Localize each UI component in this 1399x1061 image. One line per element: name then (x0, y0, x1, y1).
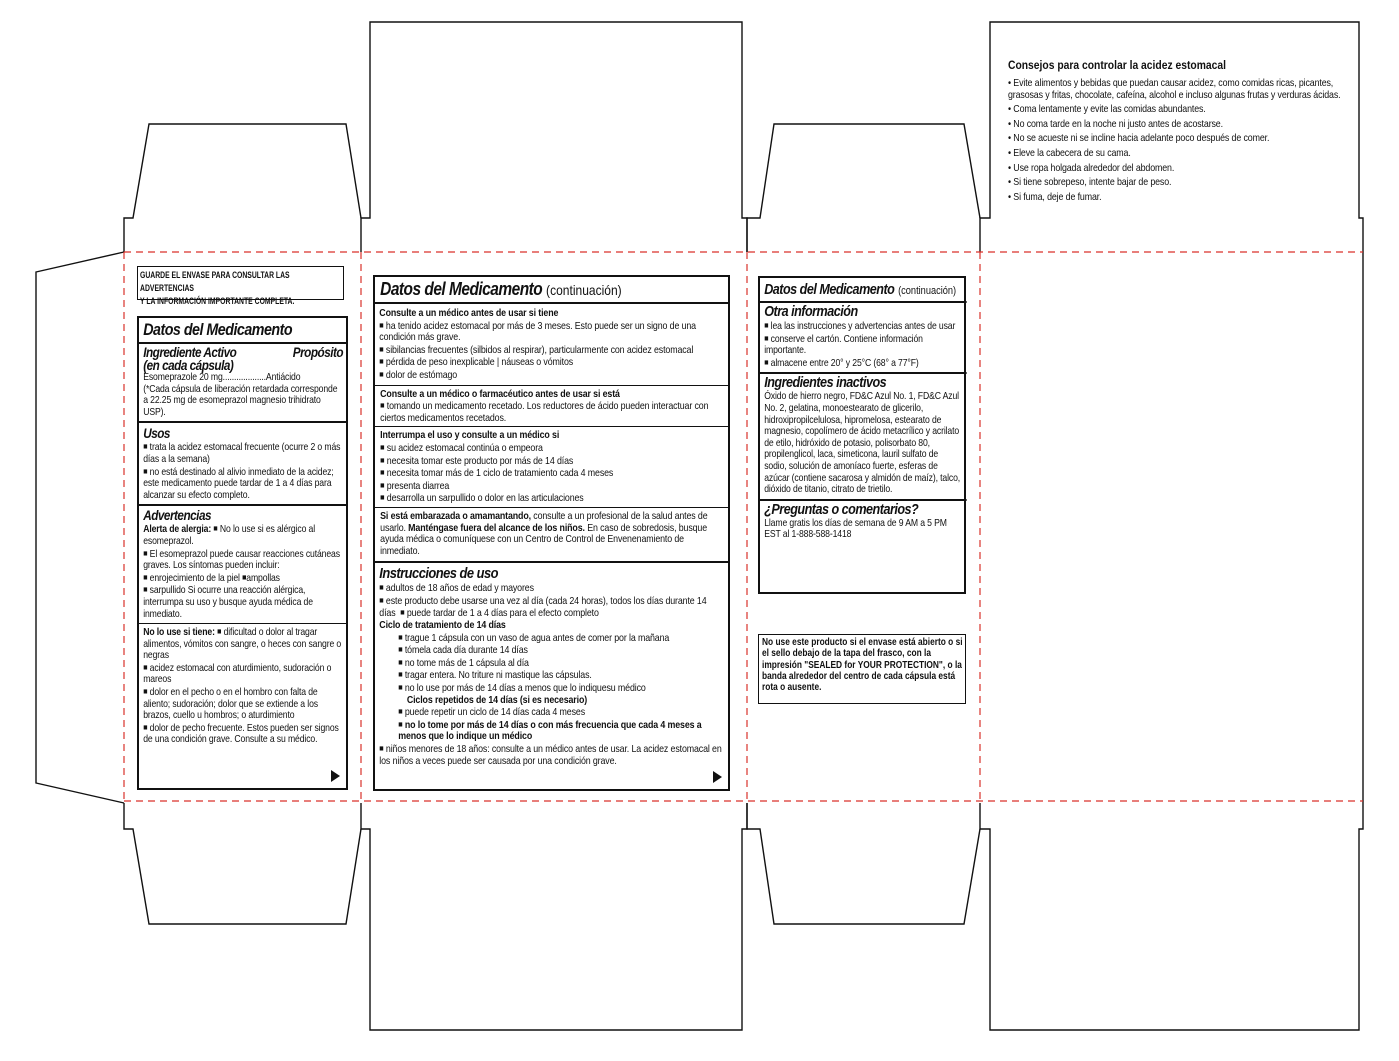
do-not-use-item: ■ dolor en el pecho o en el hombro con falta de aliento; sudoración; dolor que se extiende a los brazos, cuello u hombros; o aturdimiento (143, 686, 318, 722)
repeat-cycle-item: ■ no lo tome por más de 14 días o con más frecuencia que cada 4 meses a menos que lo indique un médico (398, 718, 702, 743)
other-info-item: ■ lea las instrucciones y advertencias antes de usar (764, 320, 956, 332)
heartburn-tips (1008, 58, 1348, 228)
panel3-title: Datos del Medicamento (continuación) (764, 281, 957, 298)
drug-facts-panel-1 (137, 316, 348, 790)
tips-title: Consejos para controlar la acidez estomacal (1008, 58, 1226, 72)
active-ingredient-line: Esomeprazole 20 mg...................Antiácido (143, 372, 301, 383)
keep-carton-line-2: Y LA INFORMACIÓN IMPORTANTE COMPLETA. (140, 296, 295, 307)
ask-doctor-item: ■ sibilancias frecuentes (silbidos al respirar), particularmente con acidez estomacal (379, 343, 694, 356)
tips-item: • Use ropa holgada alrededor del abdomen. (1008, 162, 1175, 174)
keep-carton-box (137, 266, 344, 307)
tips-item: • Eleve la cabecera de su cama. (1008, 147, 1131, 159)
tips-item: • Evite alimentos y bebidas que puedan causar acidez, como comidas ricas, picantes, grasosas y fritas, chocolate, cafeína, alcohol e incluso algunas frutas y verduras ácidas. (1008, 78, 1341, 101)
cycle-item: ■ no tome más de 1 cápsula al día (398, 656, 529, 669)
other-info-item: ■ conserve el cartón. Contiene información importante. (764, 332, 923, 357)
tuck-flap-bottom-4 (980, 803, 1363, 1030)
ask-doctor-item: ■ pérdida de peso inexplicable | náuseas o vómitos (379, 356, 574, 369)
cycle-heading: Ciclo de tratamiento de 14 días (379, 620, 506, 632)
cycle-item: ■ tómela cada día durante 14 días (398, 644, 528, 657)
drug-facts-panel-3 (758, 276, 966, 594)
dust-flap-bottom-1 (124, 803, 361, 924)
uses-heading: Usos (143, 425, 170, 442)
uses-item: ■ trata la acidez estomacal frecuente (ocurre 2 o más días a la semana) (143, 441, 341, 465)
directions-item: ■ este producto debe usarse una vez al día (cada 24 horas), todos los días durante 14 días ■ puede tardar de 1 a 4 días para el efecto completo (379, 594, 707, 620)
ask-doctor-item: ■ ha tenido acidez estomacal por más de 3 meses. Esto puede ser un signo de una condición más grave. (379, 319, 696, 344)
dust-flap-top-1 (124, 124, 361, 252)
inactive-ingredients-heading: Ingredientes inactivos (764, 374, 887, 392)
allergy-alert: Alerta de alergia: ■ No lo use si es alérgico al esomeprazol. (143, 523, 316, 547)
ask-doctor-item: ■ dolor de estómago (379, 368, 458, 381)
purpose-heading: Propósito (292, 344, 344, 360)
inactive-ingredients-text: Óxido de hierro negro, FD&C Azul No. 1, FD&C Azul No. 2, gelatina, monoestearato de glicerilo, hidroxipropilcelulosa, hipromelosa, estearato de magnesio, copolímero de ácido metacrílico y acrilato de etilo, hidróxido de potasio, polisorbato 80, propilenglicol, laca, simeticona, lauril sulfato de sodio, solución de amoníaco fuerte, esferas de azúcar (contiene sacarosa y almidón de maíz), talco, dióxido de titanio, citrato de trietilo. (764, 391, 961, 496)
do-not-use-item: ■ acidez estomacal con aturdimiento, sudoración o mareos (143, 661, 332, 686)
skin-reaction-warning: ■ El esomeprazol puede causar reacciones cutáneas graves. Los síntomas pueden incluir: (143, 547, 340, 572)
tips-item: • Coma lentamente y evite las comidas abundantes. (1008, 104, 1206, 116)
questions-heading: ¿Preguntas o comentarios? (764, 500, 919, 518)
ask-pharmacist-heading: Consulte a un médico o farmacéutico antes de usar si está (380, 388, 620, 400)
ask-pharmacist-item: ■ tomando un medicamento recetado. Los reductores de ácido pueden interactuar con ciertos medicamentos recetados. (380, 400, 709, 424)
children-note: ■ niños menores de 18 años: consulte a un médico antes de usar. La acidez estomacal en los niños a veces puede ser causada por una condición grave. (379, 743, 722, 767)
stop-use-item: ■ desarrolla un sarpullido o dolor en las articulaciones (380, 492, 584, 505)
active-ingredient-heading: Ingrediente Activo (143, 344, 237, 360)
uses-item: ■ no está destinado al alivio inmediato de la acidez; este medicamento puede tardar de 1 a 4 días para alcanzar su efecto completo. (143, 465, 334, 501)
directions-item: ■ adultos de 18 años de edad y mayores (379, 582, 534, 595)
stop-use-item: ■ necesita tomar más de 1 ciclo de tratamiento cada 4 meses (380, 467, 614, 480)
tips-item: • No coma tarde en la noche ni justo antes de acostarse. (1008, 118, 1223, 130)
tips-item: • Si tiene sobrepeso, intente bajar de peso. (1008, 177, 1172, 189)
cycle-item: ■ no lo use por más de 14 días a menos que lo indiquesu médico (398, 682, 646, 695)
active-subheading: (en cada cápsula) (143, 357, 234, 373)
tamper-warning-text: No use este producto si el envase está abierto o si el sello debajo de la tapa del frasco, con la impresión "SEALED for YOUR PROTECTION", o la banda alrededor del centro de cada cápsula está rota o ausente. (762, 637, 963, 694)
glue-flap (36, 252, 124, 803)
cycle-item: ■ trague 1 cápsula con un vaso de agua antes de comer por la mañana (398, 631, 670, 644)
panel2-title: Datos del Medicamento (continuación) (380, 279, 622, 299)
panel1-title: Datos del Medicamento (143, 320, 293, 339)
skin-rash-warning: ■ sarpullido Si ocurre una reacción alérgica, interrumpa su uso y busque ayuda médica de inmediato. (143, 584, 313, 620)
skin-symptoms: ■ enrojecimiento de la piel ■ampollas (143, 571, 280, 584)
other-info-heading: Otra información (764, 303, 858, 320)
do-not-use-item: No lo use si tiene: ■ dificultad o dolor al tragar alimentos, vómitos con sangre, o heces con sangre o negras (143, 626, 342, 662)
stop-use-heading: Interrumpa el uso y consulte a un médico si (380, 430, 560, 442)
repeat-cycle-item: ■ puede repetir un ciclo de 14 días cada 4 meses (398, 706, 586, 719)
cycle-item: ■ tragar entera. No triture ni mastique las cápsulas. (398, 669, 592, 682)
pregnancy-warning: Si está embarazada o amamantando, consulte a un profesional de la salud antes de usarlo. Manténgase fuera del alcance de los niños. En caso de sobredosis, busque ayuda médica o comuníquese con un Centro de Control de Envenenamiento de inmediato. (380, 510, 708, 557)
dust-flap-bottom-3 (747, 803, 980, 924)
tuck-flap-bottom-2 (361, 803, 747, 1030)
active-ingredient-note: (*Cada cápsula de liberación retardada corresponde a 22.25 mg de esomeprazol magnesio trihidrato USP). (143, 383, 338, 418)
tuck-flap-top-2 (361, 22, 747, 252)
tamper-warning-box (758, 634, 966, 704)
repeat-cycle-heading: Ciclos repetidos de 14 días (si es necesario) (406, 694, 588, 706)
tips-item: • Si fuma, deje de fumar. (1008, 191, 1102, 203)
stop-use-item: ■ presenta diarrea (380, 479, 450, 492)
questions-text: Llame gratis los días de semana de 9 AM a 5 PM EST al 1-888-588-1418 (764, 517, 947, 541)
continue-arrow-icon (713, 771, 722, 783)
stop-use-item: ■ su acidez estomacal continúa o empeora (380, 441, 543, 454)
ask-doctor-heading: Consulte a un médico antes de usar si tiene (379, 308, 559, 319)
other-info-item: ■ almacene entre 20° y 25°C (68° a 77°F) (764, 356, 919, 369)
do-not-use-item: ■ dolor de pecho frecuente. Estos pueden ser signos de una condición grave. Consulte a su médico. (143, 721, 339, 746)
dust-flap-top-3 (747, 124, 980, 252)
warnings-heading: Advertencias (143, 507, 212, 524)
keep-carton-line-1: GUARDE EL ENVASE PARA CONSULTAR LAS ADVERTENCIAS (140, 270, 290, 294)
directions-heading: Instrucciones de uso (379, 565, 499, 583)
continue-arrow-icon (331, 770, 340, 782)
drug-facts-panel-2 (373, 275, 730, 791)
stop-use-item: ■ necesita tomar este producto por más de 14 días (380, 454, 574, 467)
tips-item: • No se acueste ni se incline hacia adelante poco después de comer. (1008, 133, 1270, 145)
